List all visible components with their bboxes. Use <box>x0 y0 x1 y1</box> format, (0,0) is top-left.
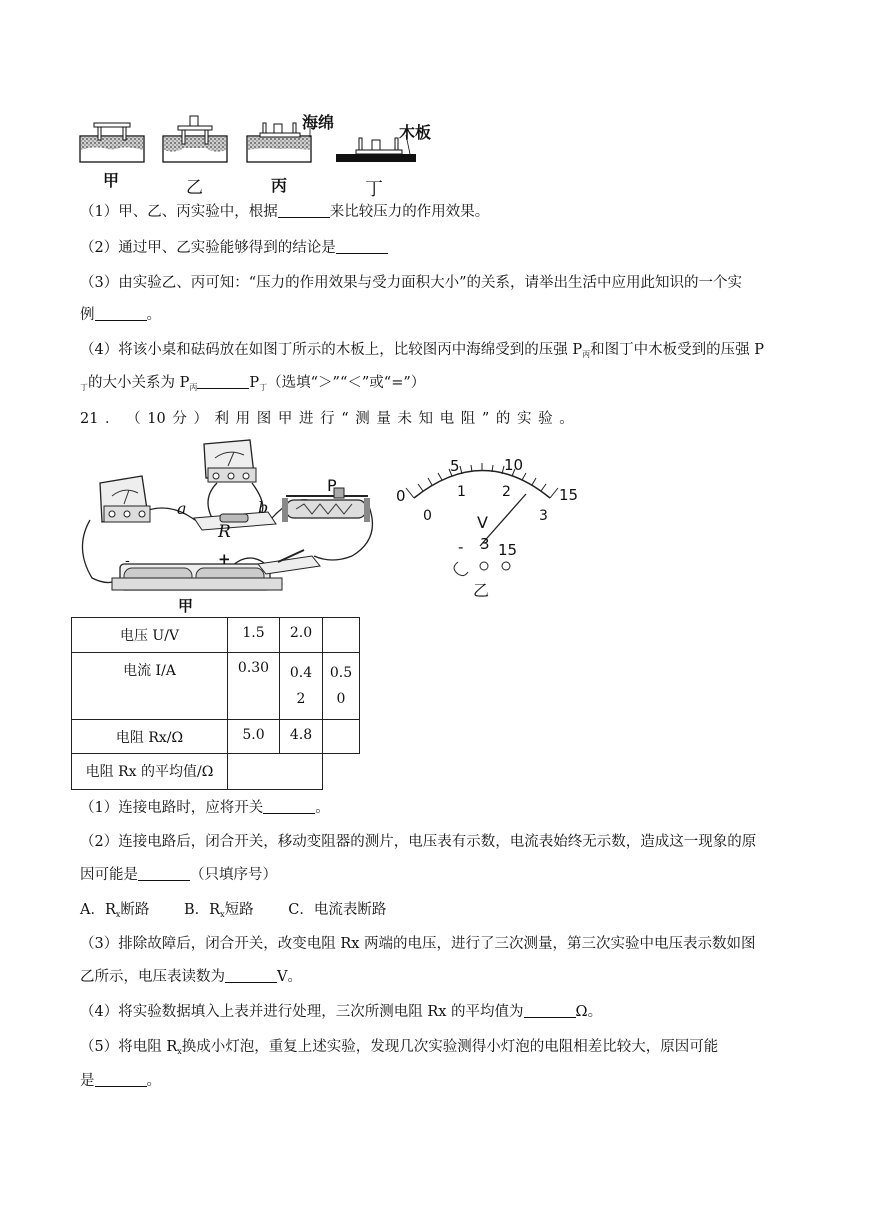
battery-icon <box>112 564 282 590</box>
circuit-label-a: a <box>177 499 187 518</box>
q20-part2: （2）通过甲、乙实验能够得到的结论是 <box>80 238 388 258</box>
figure-label-jia: 甲 <box>103 171 120 190</box>
q21-part5: （5）将电阻 $R_x$换成小灯泡，重复上述实验，发现几次实验测得小灯泡的电阻相差比较大，原因可能 <box>80 1039 719 1056</box>
q21-part2: （2）连接电路后，闭合开关，移动变阻器的测片，电压表有示数，电流表始终无示数，造成这一现象的原 <box>80 834 757 850</box>
table-cell: 0.30 <box>228 653 280 720</box>
dial-lower-2: 2 <box>502 484 511 500</box>
cell-line: 0.5 <box>329 665 353 681</box>
table-cell: 1.5 <box>228 618 280 653</box>
dial-lower-1: 1 <box>457 484 466 500</box>
dial-lower-3: 3 <box>539 508 548 524</box>
q20-part1: （1）甲、乙、丙实验中，根据 来比较压力的作用效果。 <box>80 204 490 220</box>
q20-part3-cont: 例 。 <box>80 307 161 323</box>
q21-part3-cont: 乙所示，电压表读数为 V。 <box>80 969 302 985</box>
rheostat-icon <box>282 488 370 522</box>
circuit-label-R: R <box>218 522 231 542</box>
ammeter-icon <box>100 476 150 522</box>
table-cell[interactable] <box>323 720 360 754</box>
sponge-block-yi <box>163 116 227 162</box>
answer-blank[interactable] <box>95 305 147 321</box>
battery-minus-label: - <box>125 553 130 569</box>
voltmeter-icon <box>204 440 256 482</box>
table-cell <box>323 653 360 720</box>
table-cell: 电阻 Rx 的平均值/Ω <box>72 754 228 790</box>
answer-blank[interactable] <box>278 202 330 218</box>
q21-part4: （4）将实验数据填入上表并进行处理，三次所测电阻 Rx 的平均值为 Ω。 <box>80 1004 603 1020</box>
table-row <box>72 653 360 720</box>
answer-blank[interactable] <box>95 1071 147 1087</box>
q20-part4-cont: $_丁$的大小关系为 $P_丙$ $P_丁$（选填“＞”“＜”或“=”） <box>80 375 426 392</box>
figure-label-yi: 乙 <box>186 178 203 198</box>
measurement-table <box>71 617 360 790</box>
voltmeter-dial-figure <box>388 448 588 593</box>
answer-blank[interactable] <box>138 865 190 881</box>
dial-lower-0: 0 <box>423 508 432 524</box>
q21-part2-cont: 因可能是 （只填序号） <box>80 867 277 883</box>
dial-upper-15: 15 <box>559 486 579 504</box>
terminal-15: 15 <box>498 541 518 559</box>
table-cell: 2.0 <box>280 618 323 653</box>
table-cell-empty <box>323 754 360 790</box>
table-cell[interactable] <box>228 754 323 790</box>
table-cell: 电压 U/V <box>72 618 228 653</box>
table-cell: 5.0 <box>228 720 280 754</box>
q20-part3: （3）由实验乙、丙可知：“压力的作用效果与受力面积大小”的关系，请举出生活中应用此知识的一个实 <box>80 275 743 291</box>
dial-upper-5: 5 <box>450 457 460 475</box>
option-a[interactable]: A．$R_x$断路 <box>80 902 150 919</box>
table-row <box>72 754 360 790</box>
q21-title: 21 ． （ 10 分 ） 利 用 图 甲 进 行 “ 测 量 未 知 电 阻 ” 的 实 验 。 <box>80 411 574 427</box>
cell-line: 2 <box>296 691 306 707</box>
table-cell: 电流 I/A <box>72 653 228 720</box>
battery-plus-label: + <box>218 550 231 568</box>
circuit-label-b: b <box>258 498 269 517</box>
q21-options <box>80 900 386 925</box>
q20-part4: （4）将该小桌和砝码放在如图丁所示的木板上，比较图丙中海绵受到的压强 $P_丙$和图丁中木板受到的压强 P <box>80 342 764 359</box>
answer-blank[interactable] <box>336 238 388 254</box>
option-b[interactable]: B．$R_x$短路 <box>184 902 254 919</box>
cell-line: 0 <box>336 691 346 707</box>
option-c[interactable]: C．电流表断路 <box>288 902 387 918</box>
figure-label-bing: 丙 <box>271 176 288 195</box>
q21-part5-cont: 是 。 <box>80 1073 161 1089</box>
answer-blank[interactable] <box>197 373 249 389</box>
table-cell[interactable] <box>323 618 360 653</box>
q21-part1: （1）连接电路时，应将开关 。 <box>80 800 330 816</box>
board-callout: 木板 <box>399 123 432 142</box>
sponge-callout: 海绵 <box>302 113 335 132</box>
table-row <box>72 720 360 754</box>
dial-caption-yi: 乙 <box>473 581 490 600</box>
pressure-experiment-figure <box>74 110 434 170</box>
dial-upper-10: 10 <box>504 456 524 474</box>
q21-part3: （3）排除故障后，闭合开关，改变电阻 Rx 两端的电压，进行了三次测量，第三次实验中电压表示数如图 <box>80 936 756 952</box>
terminal-3: 3 <box>480 535 490 553</box>
dial-upper-0: 0 <box>396 487 406 505</box>
table-row <box>72 618 360 653</box>
terminal-minus: - <box>458 538 464 556</box>
cell-line: 0.4 <box>289 665 313 681</box>
table-cell <box>280 653 323 720</box>
answer-blank[interactable] <box>524 1002 576 1018</box>
figure-label-ding: 丁 <box>365 179 383 200</box>
sponge-block-jia <box>80 123 144 162</box>
table-cell: 4.8 <box>280 720 323 754</box>
answer-blank[interactable] <box>263 798 315 814</box>
switch-icon <box>258 550 320 574</box>
circuit-caption-jia: 甲 <box>178 597 194 615</box>
table-cell: 电阻 Rx/Ω <box>72 720 228 754</box>
answer-blank[interactable] <box>225 967 277 983</box>
dial-unit-V: V <box>477 513 488 532</box>
circuit-label-P: P <box>327 476 337 495</box>
